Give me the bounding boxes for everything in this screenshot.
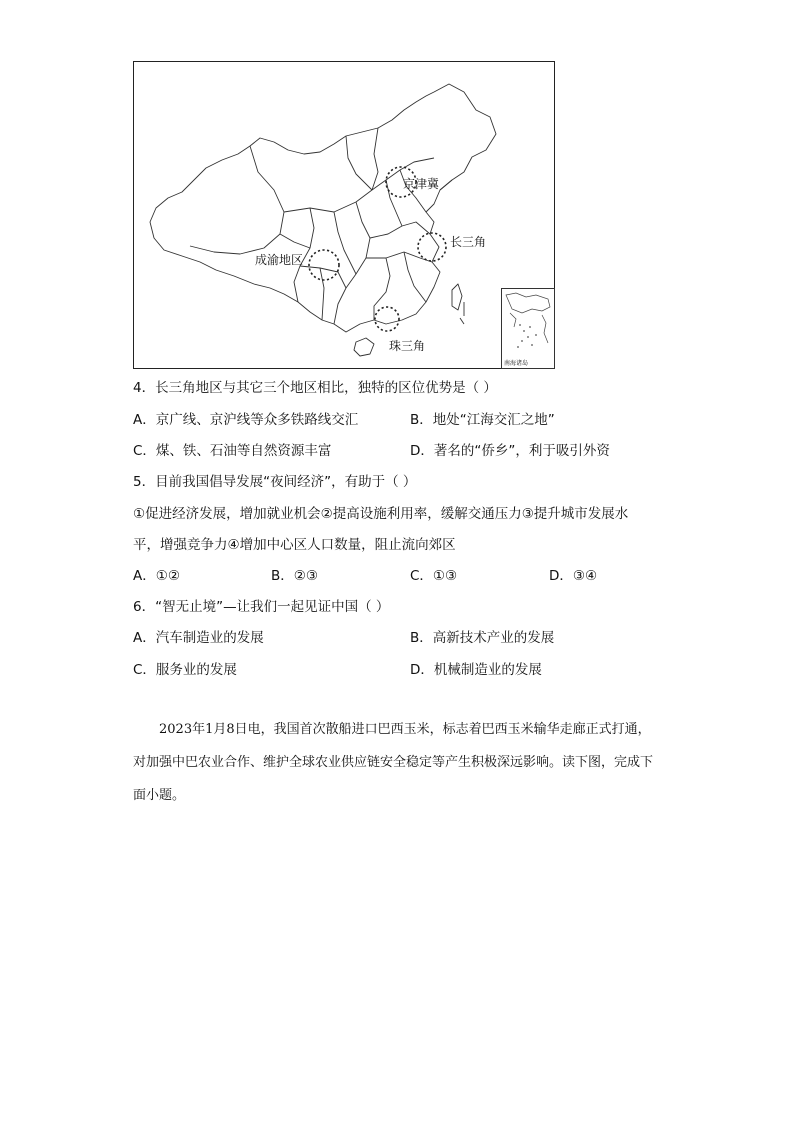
taiwan-island: [452, 284, 462, 310]
label-chengyu: 成渝地区: [255, 253, 304, 267]
china-map-figure: [133, 61, 555, 369]
label-jingjinji: 京津冀: [403, 177, 440, 191]
q5-stem: 5．目前我国倡导发展“夜间经济”，有助于（ ）: [133, 474, 417, 490]
label-zhusanjiao: 珠三角: [389, 339, 426, 353]
q4-option-d: D．著名的“侨乡”，利于吸引外资: [410, 443, 610, 459]
china-outline: [150, 84, 496, 332]
q5-option-b: B．②③: [271, 568, 318, 584]
q4-option-c: C．煤、铁、石油等自然资源丰富: [133, 443, 332, 459]
q4-stem: 4．长三角地区与其它三个地区相比，独特的区位优势是（ ）: [133, 380, 497, 396]
q5-option-a: A．①②: [133, 568, 180, 584]
q5-option-c: C．①③: [410, 568, 458, 584]
q5-option-d: D．③④: [549, 568, 598, 584]
passage-text: 2023年1月8日电，我国首次散船进口巴西玉米，标志着巴西玉米输华走廊正式打通，对加强中巴农业合作、维护全球农业供应链安全稳定等产生积极深远影响。读下图，完成下面小题。: [133, 722, 654, 803]
chengyu-circle: [309, 250, 339, 280]
china-map-drawing: [134, 62, 554, 368]
zhusanjiao-circle: [375, 307, 399, 331]
hainan-island: [354, 338, 374, 356]
inset-drawing: [502, 289, 554, 368]
q4-option-b: B．地处“江海交汇之地”: [410, 412, 555, 428]
q6-stem: 6．“智无止境”—让我们一起见证中国（ ）: [133, 599, 390, 615]
inset-caption: 南海诸岛: [504, 360, 529, 367]
q5-statements-line2: 平，增强竞争力④增加中心区人口数量，阻止流向郊区: [133, 537, 456, 553]
q4-option-a: A．京广线、京沪线等众多铁路线交汇: [133, 412, 359, 428]
q6-option-a: A．汽车制造业的发展: [133, 630, 264, 646]
south-china-sea-inset: [501, 288, 555, 369]
q6-option-c: C．服务业的发展: [133, 662, 237, 678]
q6-option-b: B．高新技术产业的发展: [410, 630, 555, 646]
q6-option-d: D．机械制造业的发展: [410, 662, 542, 678]
q5-statements-line1: ①促进经济发展，增加就业机会②提高设施利用率，缓解交通压力③提升城市发展水: [133, 506, 629, 522]
label-changsanjiao: 长三角: [450, 235, 487, 249]
